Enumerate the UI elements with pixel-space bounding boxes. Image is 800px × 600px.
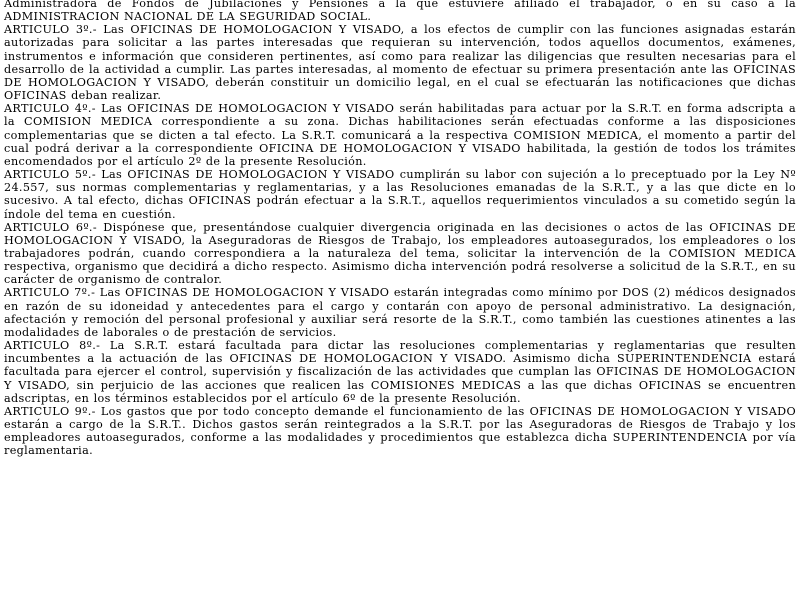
document-page: [4, 0, 796, 457]
article-7: [4, 286, 796, 339]
article-5: [4, 168, 796, 221]
article-4: [4, 102, 796, 168]
article-heading: ARTICULO 6º.-: [4, 220, 97, 234]
article-heading: ARTICULO 3º.-: [4, 23, 97, 37]
article-3: [4, 23, 796, 102]
article-body: Las OFICINAS DE HOMOLOGACION Y VISADO serán habilitadas para actuar por la S.R.T. en forma adscripta a la COMISION MEDICA correspondiente a su zona. Dichas habilitaciones serán efectuadas conforme a las disposiciones complementarias que se dicten a tal efecto. La S.R.T. comunicará a la respectiva COMISION MEDICA, el momento a partir del cual podrá derivar a la correspondiente OFICINA DE HOMOLOGACION Y VISADO habilitada, la gestión de todos los trámites encomendados por el artículo 2º de la presente Resolución.: [4, 102, 796, 168]
paragraph-body: Administradora de Fondos de Jubilaciones y Pensiones a la que estuviere afiliado el trabajador, o en su caso a la ADMINISTRACION NACIONAL DE LA SEGURIDAD SOCIAL.: [4, 0, 796, 24]
article-body: Las OFICINAS DE HOMOLOGACION Y VISADO estarán integradas como mínimo por DOS (2) médicos designados en razón de su idoneidad y antecedentes para el cargo y contarán con apoyo de personal administrativo. La designación, afectación y remoción del personal profesional y auxiliar será resorte de la S.R.T., como también las cuestiones atinentes a las modalidades de laborales o de prestación de servicios.: [4, 286, 796, 339]
article-8: [4, 339, 796, 405]
article-body: La S.R.T. estará facultada para dictar las resoluciones complementarias y reglamentarias que resulten incumbentes a la actuación de las OFICINAS DE HOMOLOGACION Y VISADO. Asimismo dicha SUPERINTENDENCIA estará facultada para ejercer el control, supervisión y fiscalización de las actividades que cumplan las OFICINAS DE HOMOLOGACION Y VISADO, sin perjuicio de las acciones que realicen las COMISIONES MEDICAS a las que dichas OFICINAS se encuentren adscriptas, en los términos establecidos por el artículo 6º de la presente Resolución.: [4, 339, 796, 405]
article-heading: ARTICULO 5º.-: [4, 168, 96, 182]
article-heading: ARTICULO 8º.-: [4, 339, 101, 353]
article-heading: ARTICULO 7º.-: [4, 286, 96, 300]
article-body: Las OFICINAS DE HOMOLOGACION Y VISADO cumplirán su labor con sujeción a lo preceptuado por la Ley Nº 24.557, sus normas complementarias y reglamentarias, y a las Resoluciones emanadas de la S.R.T., y a las que dicte en lo sucesivo. A tal efecto, dichas OFICINAS podrán efectuar a la S.R.T., aquellos requerimientos vinculados a su cometido según la índole del tema en cuestión.: [4, 168, 797, 221]
article-6: [4, 221, 796, 287]
paragraph-continuation: [4, 0, 796, 23]
article-body: Dispónese que, presentándose cualquier divergencia originada en las decisiones o actos de las OFICINAS DE HOMOLOGACION Y VISADO, la Aseguradoras de Riesgos de Trabajo, los empleadores autoasegurados, los empleadores o los trabajadores podrán, cuando correspondiera a la naturaleza del tema, solicitar la intervención de la COMISION MEDICA respectiva, organismo que decidirá a dicho respecto. Asimismo dicha intervención podrá resolverse a solicitud de la S.R.T., en su carácter de organismo de contralor.: [4, 220, 797, 287]
article-heading: ARTICULO 4º.-: [4, 102, 96, 116]
article-heading: ARTICULO 9º.-: [4, 404, 96, 418]
article-body: Las OFICINAS DE HOMOLOGACION Y VISADO, a los efectos de cumplir con las funciones asignadas estarán autorizadas para solicitar a las partes interesadas que requieran su intervención, todos aquellos documentos, exámenes, instrumentos e información que consideren pertinentes, así como para realizar las diligencias que resulten necesarias para el desarrollo de la actividad a cumplir. Las partes interesadas, al momento de efectuar su primera presentación ante las OFICINAS DE HOMOLOGACION Y VISADO, deberán constituir un domicilio legal, en el cual se efectuarán las notificaciones que dichas OFICINAS deban realizar.: [4, 23, 796, 103]
article-body: Los gastos que por todo concepto demande el funcionamiento de las OFICINAS DE HOMOLOGACION Y VISADO estarán a cargo de la S.R.T.. Dichos gastos serán reintegrados a la S.R.T. por las Aseguradoras de Riesgos de Trabajo y los empleadores autoasegurados, conforme a las modalidades y procedimientos que establezca dicha SUPERINTENDENCIA por vía reglamentaria.: [4, 404, 796, 458]
article-9: [4, 405, 796, 458]
